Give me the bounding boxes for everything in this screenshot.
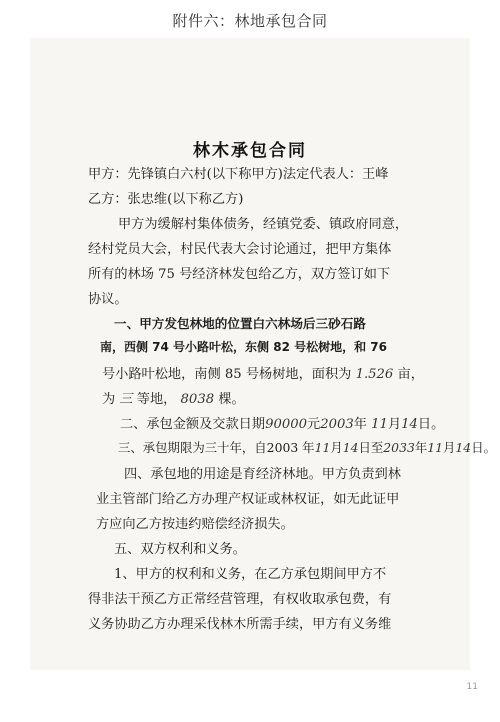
page-number: 11	[466, 682, 478, 692]
clause-4-line: 方应向乙方按违约赔偿经济损失。	[96, 517, 294, 532]
handwritten-end-month: 11	[427, 440, 444, 455]
clause-3-line: 三、承包期限为三十年，自2003 年11月14日至2033年11月14日。	[118, 440, 496, 455]
handwritten-pay-year: 2003	[320, 417, 354, 432]
document-title: 林木承包合同	[193, 141, 307, 161]
handwritten-trees: 8038	[180, 392, 215, 407]
clause-1-line: 一、甲方发包林地的位置白六林场后三砂石路	[114, 316, 366, 331]
handwritten-end-year: 2033	[383, 440, 415, 455]
handwritten-pay-day: 14	[401, 417, 418, 432]
handwritten-area: 1.526	[355, 367, 394, 382]
party-b-line: 乙方：张忠维(以下称乙方)	[88, 192, 244, 207]
handwritten-pay-month: 11	[371, 417, 388, 432]
annex-title: 附件六：林地承包合同	[172, 12, 328, 30]
clause-2-line: 二、承包金额及交款日期90000元2003年 11月14日。	[120, 417, 445, 432]
handwritten-start-day: 14	[342, 440, 359, 455]
body-line: 经村党员大会，村民代表大会讨论通过，把甲方集体	[88, 242, 392, 257]
clause-1-line: 为 三 等地， 8038 棵。	[102, 392, 245, 407]
clause-1-line: 号小路叶松地，南侧 85 号杨树地，面积为 1.526 亩，	[102, 367, 424, 382]
clause-4-line: 业主管部门给乙方办理产权证或林权证，如无此证甲	[96, 492, 400, 507]
clause-5-line: 得非法干预乙方正常经营管理，有权收取承包费，有	[88, 592, 392, 607]
handwritten-grade: 三	[119, 392, 133, 407]
clause-4-line: 四、承包地的用途是育经济林地。甲方负责到林	[124, 467, 401, 482]
body-line: 协议。	[88, 292, 128, 307]
handwritten-amount: 90000	[265, 417, 308, 432]
clause-5-line: 1、甲方的权利和义务，在乙方承包期间甲方不	[114, 567, 387, 582]
scanned-document	[30, 38, 496, 670]
body-line: 所有的林场 75 号经济林发包给乙方，双方签订如下	[88, 267, 391, 282]
party-a-line: 甲方：先锋镇白六村(以下称甲方)法定代表人：王峰	[88, 167, 389, 182]
handwritten-start-month: 11	[314, 440, 331, 455]
clause-5-line: 义务协助乙方办理采伐林木所需手续，甲方有义务维	[88, 617, 392, 632]
clause-5-line: 五、双方权利和义务。	[114, 542, 246, 557]
clause-1-line: 南，西侧 74 号小路叶松，东侧 82 号松树地，和 76	[100, 340, 387, 354]
body-line: 甲方为缓解村集体债务，经镇党委、镇政府同意，	[118, 217, 409, 232]
handwritten-end-day: 14	[455, 440, 472, 455]
